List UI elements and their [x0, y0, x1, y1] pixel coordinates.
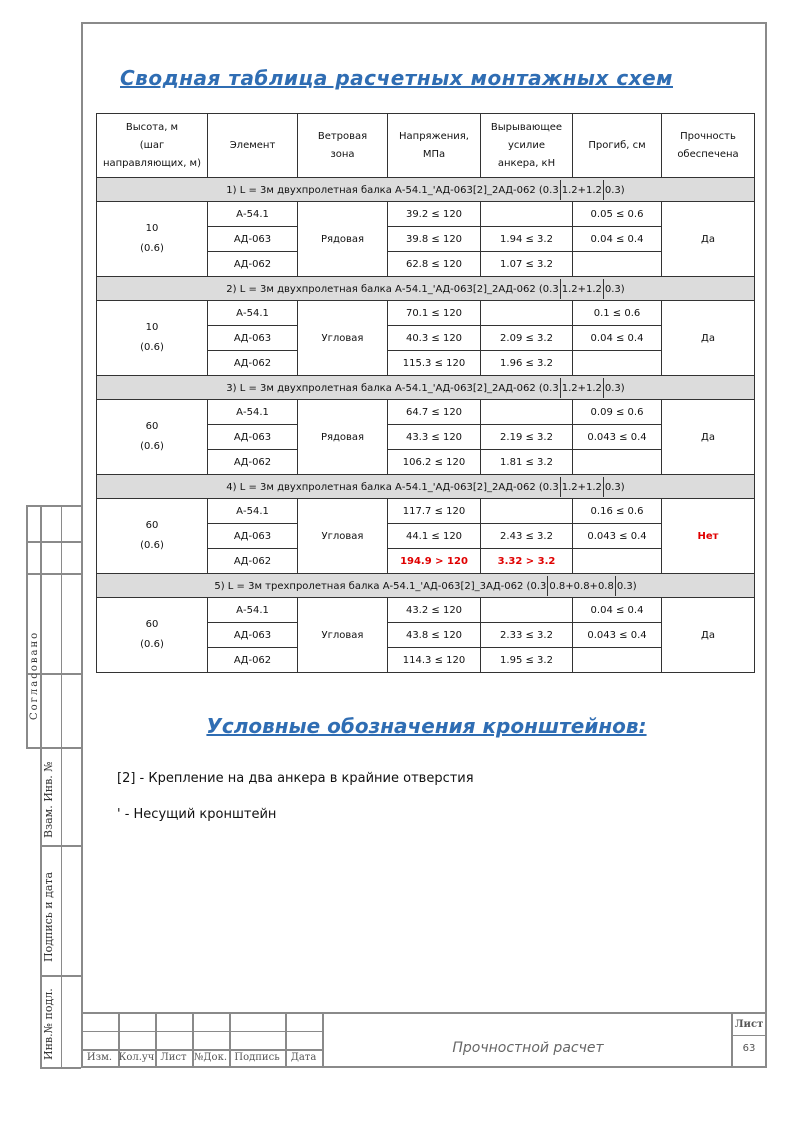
legend-title: Условные обозначения кронштейнов: — [206, 714, 647, 738]
section-header-cell — [97, 277, 755, 301]
strength-ok-cell: Да — [662, 301, 755, 376]
height-cell — [97, 598, 208, 673]
deflection-cell: 0.05 ≤ 0.6 — [573, 202, 662, 227]
pull-force-cell: 1.81 ≤ 3.2 — [481, 450, 573, 475]
element-cell: АД-063 — [208, 425, 298, 450]
header-wind-l2: зона — [330, 148, 355, 160]
section-end: 0.3) — [604, 283, 625, 295]
header-height-l3: направляющих, м) — [102, 157, 202, 169]
header-height — [97, 114, 208, 178]
divider — [603, 279, 604, 299]
deflection-cell — [573, 351, 662, 376]
stress-cell: 117.7 ≤ 120 — [388, 499, 481, 524]
pull-force-cell: 1.94 ≤ 3.2 — [481, 227, 573, 252]
deflection-cell: 0.043 ≤ 0.4 — [573, 425, 662, 450]
divider — [560, 279, 561, 299]
element-cell: АД-063 — [208, 524, 298, 549]
deflection-cell — [573, 648, 662, 673]
deflection-cell: 0.04 ≤ 0.4 — [573, 227, 662, 252]
side-stamp-line — [40, 845, 81, 847]
section-scheme: 5) L = 3м трехпролетная балка А-54.1_'АД-063[2]_3АД-062 (0.3 — [214, 580, 547, 592]
side-stamp-line — [26, 573, 81, 575]
section-end: 0.3) — [604, 184, 625, 196]
section-end: 0.3) — [604, 382, 625, 394]
section-scheme: 3) L = 3м двухпролетная балка А-54.1_'АД-063[2]_2АД-062 (0.3 — [226, 382, 559, 394]
element-cell: АД-062 — [208, 450, 298, 475]
element-cell: А-54.1 — [208, 499, 298, 524]
stress-cell: 64.7 ≤ 120 — [388, 400, 481, 425]
element-cell: АД-062 — [208, 549, 298, 574]
wind-zone-cell: Рядовая — [298, 202, 388, 277]
wind-zone-cell: Рядовая — [298, 400, 388, 475]
table-row — [97, 598, 755, 623]
header-element: Элемент — [208, 114, 298, 178]
strength-ok-cell: Да — [662, 400, 755, 475]
divider — [560, 180, 561, 200]
title-block-line — [731, 1035, 767, 1036]
pull-force-cell — [481, 400, 573, 425]
stamp-col-signature: Подпись — [234, 1052, 280, 1063]
wind-zone-cell: Угловая — [298, 598, 388, 673]
page-title: Сводная таблица расчетных монтажных схем — [120, 66, 673, 90]
strength-ok-cell: Нет — [662, 499, 755, 574]
strength-ok-cell: Да — [662, 598, 755, 673]
stamp-title: Прочностной расчет — [452, 1040, 604, 1056]
height-value: 60 — [145, 520, 159, 531]
stamp-sheet-label: Лист — [734, 1019, 764, 1030]
deflection-cell: 0.04 ≤ 0.4 — [573, 326, 662, 351]
pull-force-cell: 3.32 > 3.2 — [481, 549, 573, 574]
deflection-cell: 0.043 ≤ 0.4 — [573, 524, 662, 549]
stress-cell: 44.1 ≤ 120 — [388, 524, 481, 549]
element-cell: А-54.1 — [208, 400, 298, 425]
stamp-sheet-number: 63 — [742, 1043, 756, 1054]
stress-cell: 39.2 ≤ 120 — [388, 202, 481, 227]
section-scheme: 2) L = 3м двухпролетная балка А-54.1_'АД-063[2]_2АД-062 (0.3 — [226, 283, 559, 295]
divider — [603, 180, 604, 200]
side-stamp-inv: Инв.№ подл. — [42, 988, 55, 1060]
header-pull-l2: усилие — [508, 139, 545, 151]
pull-force-cell: 1.95 ≤ 3.2 — [481, 648, 573, 673]
pull-force-cell — [481, 301, 573, 326]
stress-cell: 43.2 ≤ 120 — [388, 598, 481, 623]
stress-cell: 194.9 > 120 — [388, 549, 481, 574]
table-row — [97, 202, 755, 227]
stress-cell: 39.8 ≤ 120 — [388, 227, 481, 252]
side-stamp-agreed: Согласовано — [29, 630, 40, 720]
pull-force-cell — [481, 499, 573, 524]
section-spans: 1.2+1.2 — [561, 382, 602, 394]
element-cell: А-54.1 — [208, 598, 298, 623]
header-strength-l1: Прочность — [680, 130, 736, 142]
section-spans: 0.8+0.8+0.8 — [549, 580, 614, 592]
wind-zone-cell: Угловая — [298, 499, 388, 574]
section-end: 0.3) — [604, 481, 625, 493]
pull-force-cell: 1.07 ≤ 3.2 — [481, 252, 573, 277]
deflection-cell: 0.04 ≤ 0.4 — [573, 598, 662, 623]
summary-table — [96, 113, 755, 673]
header-stress — [388, 114, 481, 178]
header-wind — [298, 114, 388, 178]
side-stamp-replace: Взам. Инв. № — [42, 761, 55, 838]
height-cell — [97, 301, 208, 376]
stress-cell: 70.1 ≤ 120 — [388, 301, 481, 326]
stress-cell: 43.3 ≤ 120 — [388, 425, 481, 450]
element-cell: АД-063 — [208, 227, 298, 252]
height-value: 60 — [145, 619, 159, 630]
step-value: (0.6) — [140, 342, 164, 353]
element-cell: АД-062 — [208, 648, 298, 673]
height-value: 10 — [145, 223, 159, 234]
step-value: (0.6) — [140, 243, 164, 254]
section-header-cell — [97, 574, 755, 598]
step-value: (0.6) — [140, 639, 164, 650]
pull-force-cell: 2.19 ≤ 3.2 — [481, 425, 573, 450]
section-header-row — [97, 376, 755, 400]
height-cell — [97, 400, 208, 475]
side-stamp-sign-date: Подпись и дата — [42, 871, 55, 962]
step-value: (0.6) — [140, 441, 164, 452]
strength-ok-cell: Да — [662, 202, 755, 277]
table-row — [97, 301, 755, 326]
header-strength — [662, 114, 755, 178]
legend-item-anchor: [2] - Крепление на два анкера в крайние отверстия — [117, 771, 474, 786]
section-header-cell — [97, 475, 755, 499]
stress-cell: 40.3 ≤ 120 — [388, 326, 481, 351]
element-cell: АД-062 — [208, 351, 298, 376]
height-cell — [97, 202, 208, 277]
element-cell: АД-063 — [208, 326, 298, 351]
step-value: (0.6) — [140, 540, 164, 551]
section-scheme: 4) L = 3м двухпролетная балка А-54.1_'АД-063[2]_2АД-062 (0.3 — [226, 481, 559, 493]
header-height-l2: (шаг — [139, 139, 165, 151]
stamp-col-doc: №Док. — [193, 1052, 228, 1063]
pull-force-cell: 2.43 ≤ 3.2 — [481, 524, 573, 549]
side-stamp-line — [26, 541, 81, 543]
pull-force-cell: 2.09 ≤ 3.2 — [481, 326, 573, 351]
deflection-cell: 0.1 ≤ 0.6 — [573, 301, 662, 326]
divider — [603, 477, 604, 497]
stamp-col-sheet: Лист — [160, 1052, 187, 1063]
deflection-cell: 0.09 ≤ 0.6 — [573, 400, 662, 425]
side-stamp-line — [40, 975, 81, 977]
stress-cell: 62.8 ≤ 120 — [388, 252, 481, 277]
legend-item-bearing: ' - Несущий кронштейн — [117, 807, 277, 822]
divider — [560, 477, 561, 497]
header-deflection: Прогиб, см — [573, 114, 662, 178]
divider — [603, 378, 604, 398]
divider — [560, 378, 561, 398]
section-header-cell — [97, 376, 755, 400]
stamp-col-count: Кол.уч — [118, 1052, 155, 1063]
table-header-row — [97, 114, 755, 178]
header-stress-l1: Напряжения, — [399, 130, 469, 142]
stamp-col-change: Изм. — [86, 1052, 113, 1063]
header-pull-l3: анкера, кН — [497, 157, 556, 169]
height-cell — [97, 499, 208, 574]
height-value: 60 — [145, 421, 159, 432]
table-row — [97, 400, 755, 425]
section-end: 0.3) — [616, 580, 637, 592]
header-pull-l1: Вырывающее — [490, 121, 563, 133]
element-cell: АД-062 — [208, 252, 298, 277]
header-pull — [481, 114, 573, 178]
pull-force-cell: 1.96 ≤ 3.2 — [481, 351, 573, 376]
section-spans: 1.2+1.2 — [561, 481, 602, 493]
header-strength-l2: обеспечена — [677, 148, 739, 160]
height-value: 10 — [145, 322, 159, 333]
section-scheme: 1) L = 3м двухпролетная балка А-54.1_'АД-063[2]_2АД-062 (0.3 — [226, 184, 559, 196]
stress-cell: 114.3 ≤ 120 — [388, 648, 481, 673]
header-wind-l1: Ветровая — [317, 130, 368, 142]
stress-cell: 43.8 ≤ 120 — [388, 623, 481, 648]
table-row — [97, 499, 755, 524]
header-stress-l2: МПа — [422, 148, 446, 160]
section-header-row — [97, 178, 755, 202]
deflection-cell: 0.16 ≤ 0.6 — [573, 499, 662, 524]
stamp-col-date: Дата — [290, 1052, 317, 1063]
pull-force-cell — [481, 202, 573, 227]
deflection-cell — [573, 549, 662, 574]
section-spans: 1.2+1.2 — [561, 283, 602, 295]
element-cell: АД-063 — [208, 623, 298, 648]
pull-force-cell: 2.33 ≤ 3.2 — [481, 623, 573, 648]
deflection-cell — [573, 252, 662, 277]
pull-force-cell — [481, 598, 573, 623]
deflection-cell — [573, 450, 662, 475]
section-header-row — [97, 574, 755, 598]
element-cell: А-54.1 — [208, 202, 298, 227]
section-header-row — [97, 277, 755, 301]
section-header-row — [97, 475, 755, 499]
side-stamp-divider — [61, 749, 62, 1069]
section-header-cell — [97, 178, 755, 202]
divider — [615, 576, 616, 596]
stress-cell: 115.3 ≤ 120 — [388, 351, 481, 376]
side-stamp-line — [26, 747, 81, 749]
stress-cell: 106.2 ≤ 120 — [388, 450, 481, 475]
wind-zone-cell: Угловая — [298, 301, 388, 376]
section-spans: 1.2+1.2 — [561, 184, 602, 196]
element-cell: А-54.1 — [208, 301, 298, 326]
header-height-l1: Высота, м — [125, 121, 179, 133]
deflection-cell: 0.043 ≤ 0.4 — [573, 623, 662, 648]
